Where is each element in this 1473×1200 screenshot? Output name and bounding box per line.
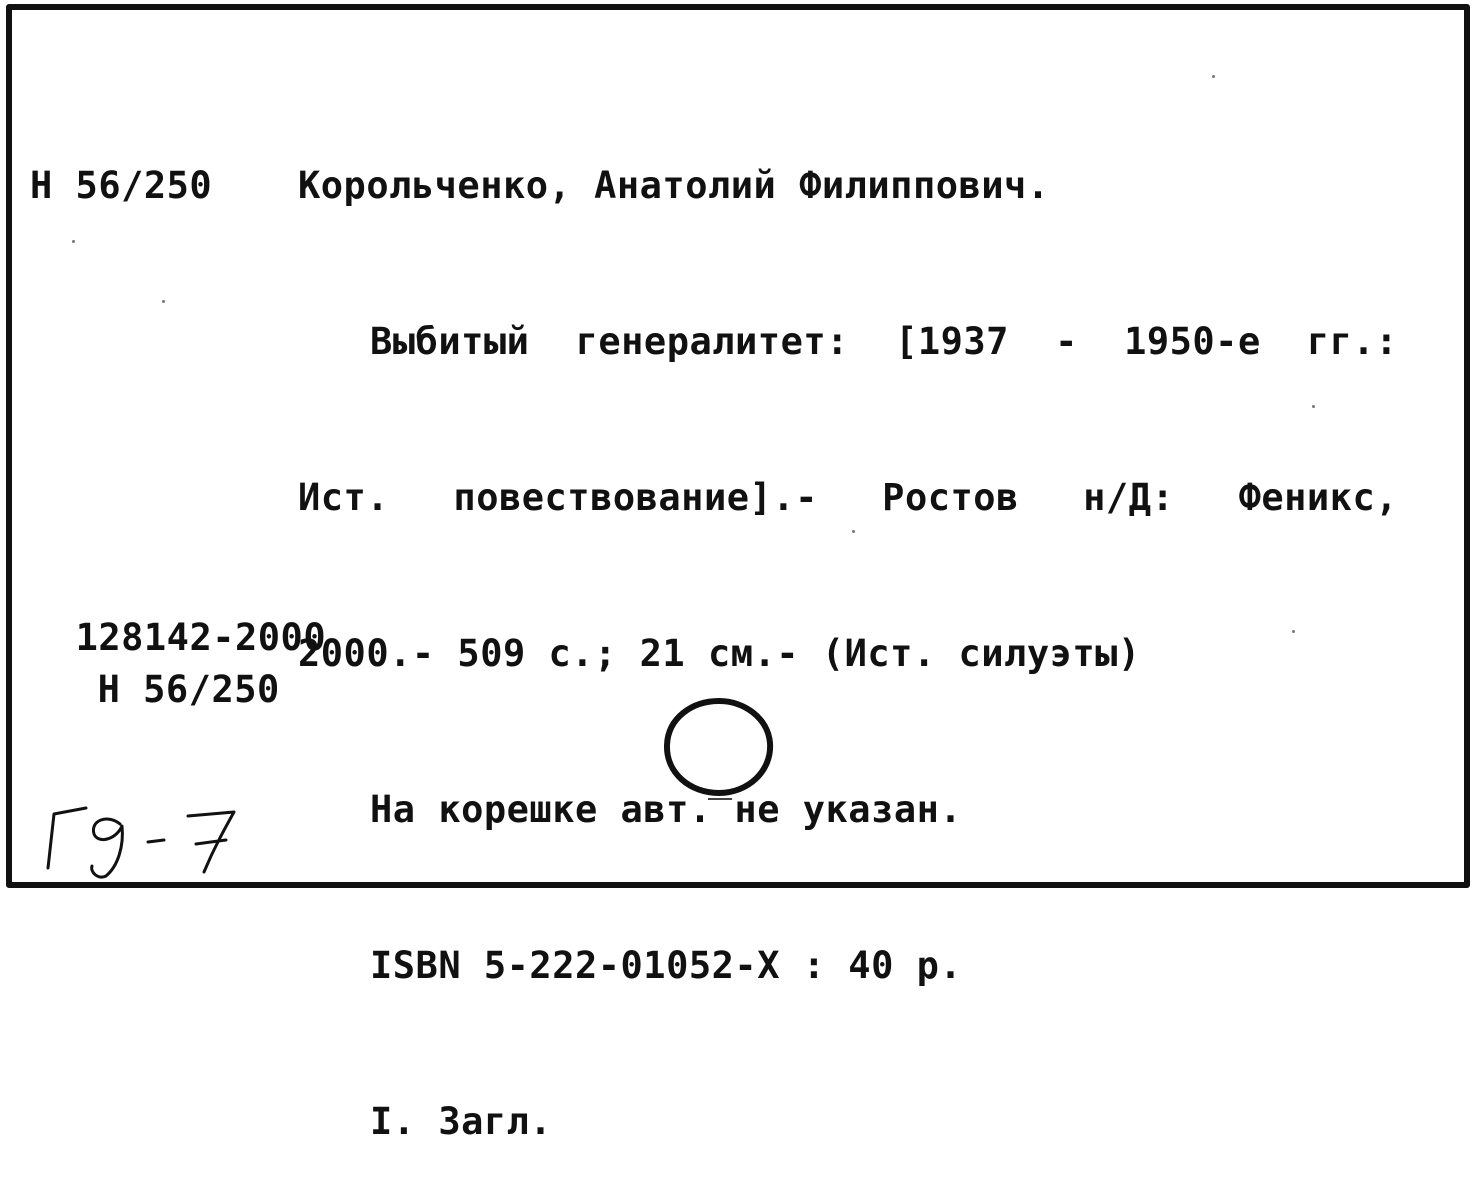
speck [72,240,75,243]
punch-hole-icon [660,693,778,805]
inventory-number: 128142-2000 [75,616,327,659]
isbn-line: ISBN 5-222-01052-X : 40 р. [370,944,963,987]
call-number: Н 56/250 [30,164,213,207]
author-heading: Корольченко, Анатолий Филиппович. [298,164,1050,207]
inventory-line [30,560,326,716]
tracing-line: I. Загл. [370,1100,553,1143]
note-line: На корешке авт. не указан. [370,788,963,831]
speck [162,300,165,303]
title-line: Выбитый генералитет: [1937 - 1950-е гг.: [370,320,1398,363]
bibliographic-description [298,212,1398,1200]
title-continuation: Ист. повествование].- Ростов н/Д: Феникс, [298,476,1398,519]
handwritten-mark [28,790,258,880]
speck [1212,75,1215,78]
inventory-call-number: Н 56/250 [97,668,280,711]
imprint-line: 2000.- 509 с.; 21 см.- (Ист. силуэты) [298,632,1141,675]
